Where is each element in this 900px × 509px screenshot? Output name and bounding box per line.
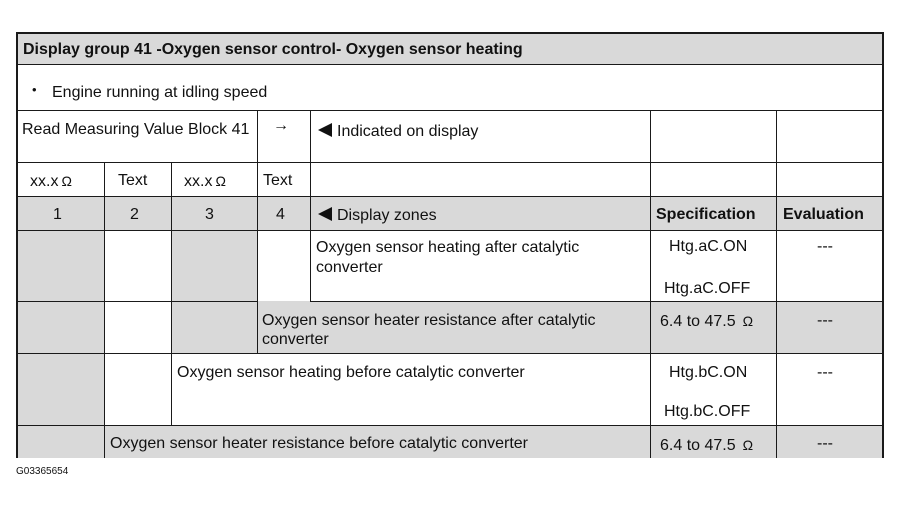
unit-1 xyxy=(30,172,72,191)
row1-spec-line2: Htg.aC.OFF xyxy=(664,280,751,297)
arrow-icon: → xyxy=(273,117,289,134)
indicated-label xyxy=(318,122,478,141)
ohm-icon: Ω xyxy=(215,173,226,189)
row2-spec xyxy=(660,312,753,331)
grid-line xyxy=(171,162,172,425)
filler-cell xyxy=(171,230,257,301)
figure-id: G03365654 xyxy=(16,466,69,477)
eval-header: Evaluation xyxy=(783,206,864,223)
unit-4: Text xyxy=(263,172,293,189)
grid-line xyxy=(650,110,651,458)
grid-line xyxy=(16,32,18,458)
unit-3-text: xx.x xyxy=(184,173,213,190)
filler-cell xyxy=(16,353,104,425)
row1-spec-line1: Htg.aC.ON xyxy=(669,238,748,255)
row3-evaluation: --- xyxy=(817,364,833,381)
row2-desc-line2: converter xyxy=(262,331,329,348)
row1-desc-line2: converter xyxy=(316,259,383,276)
row4-spec-text: 6.4 to 47.5 xyxy=(660,437,736,454)
grid-line xyxy=(16,425,883,426)
table-title: Display group 41 -Oxygen sensor control- Oxygen sensor heating xyxy=(23,41,523,58)
bullet-icon: • xyxy=(32,82,37,97)
condition-text: Engine running at idling speed xyxy=(52,84,268,101)
ohm-icon: Ω xyxy=(742,437,754,453)
grid-line xyxy=(104,162,105,425)
indicated-text: Indicated on display xyxy=(337,123,479,140)
row3-spec-line2: Htg.bC.OFF xyxy=(664,403,751,420)
row4-desc-line1: Oxygen sensor heater resistance before catalytic converter xyxy=(110,435,528,452)
ohm-icon: Ω xyxy=(742,313,754,329)
unit-2: Text xyxy=(118,172,148,189)
row4-spec xyxy=(660,436,753,455)
row2-desc-line1: Oxygen sensor heater resistance after catalytic xyxy=(262,312,596,329)
filler-cell xyxy=(16,230,104,301)
ohm-icon: Ω xyxy=(61,173,72,189)
row1-evaluation: --- xyxy=(817,238,833,255)
zone-1: 1 xyxy=(53,206,62,223)
grid-line xyxy=(16,301,257,302)
grid-line xyxy=(104,425,105,458)
grid-line xyxy=(16,110,883,111)
row4-evaluation: --- xyxy=(817,435,833,452)
row2-evaluation: --- xyxy=(817,312,833,329)
unit-1-text: xx.x xyxy=(30,173,59,190)
unit-3 xyxy=(184,172,226,191)
grid-line xyxy=(882,32,884,458)
display-zones-label xyxy=(318,206,437,225)
grid-line xyxy=(16,32,883,34)
grid-line xyxy=(310,110,311,301)
grid-line xyxy=(16,162,883,163)
filler-cell xyxy=(16,301,104,353)
zone-3: 3 xyxy=(205,206,214,223)
zone-2: 2 xyxy=(130,206,139,223)
zone-4: 4 xyxy=(276,206,285,223)
grid-line xyxy=(16,196,883,197)
read-block-label: Read Measuring Value Block 41 xyxy=(22,121,250,138)
display-triangle-icon xyxy=(318,123,332,137)
grid-line xyxy=(16,230,883,231)
row3-spec-line1: Htg.bC.ON xyxy=(669,364,748,381)
row1-desc-line1: Oxygen sensor heating after catalytic xyxy=(316,239,580,256)
row3-desc-line1: Oxygen sensor heating before catalytic converter xyxy=(177,364,525,381)
display-zones-text: Display zones xyxy=(337,207,437,224)
row2-spec-text: 6.4 to 47.5 xyxy=(660,313,736,330)
grid-line xyxy=(310,301,883,302)
grid-line xyxy=(257,110,258,353)
display-triangle-icon xyxy=(318,207,332,221)
grid-line xyxy=(776,110,777,458)
grid-line xyxy=(16,353,883,354)
grid-line xyxy=(16,64,883,65)
spec-header: Specification xyxy=(656,206,756,223)
